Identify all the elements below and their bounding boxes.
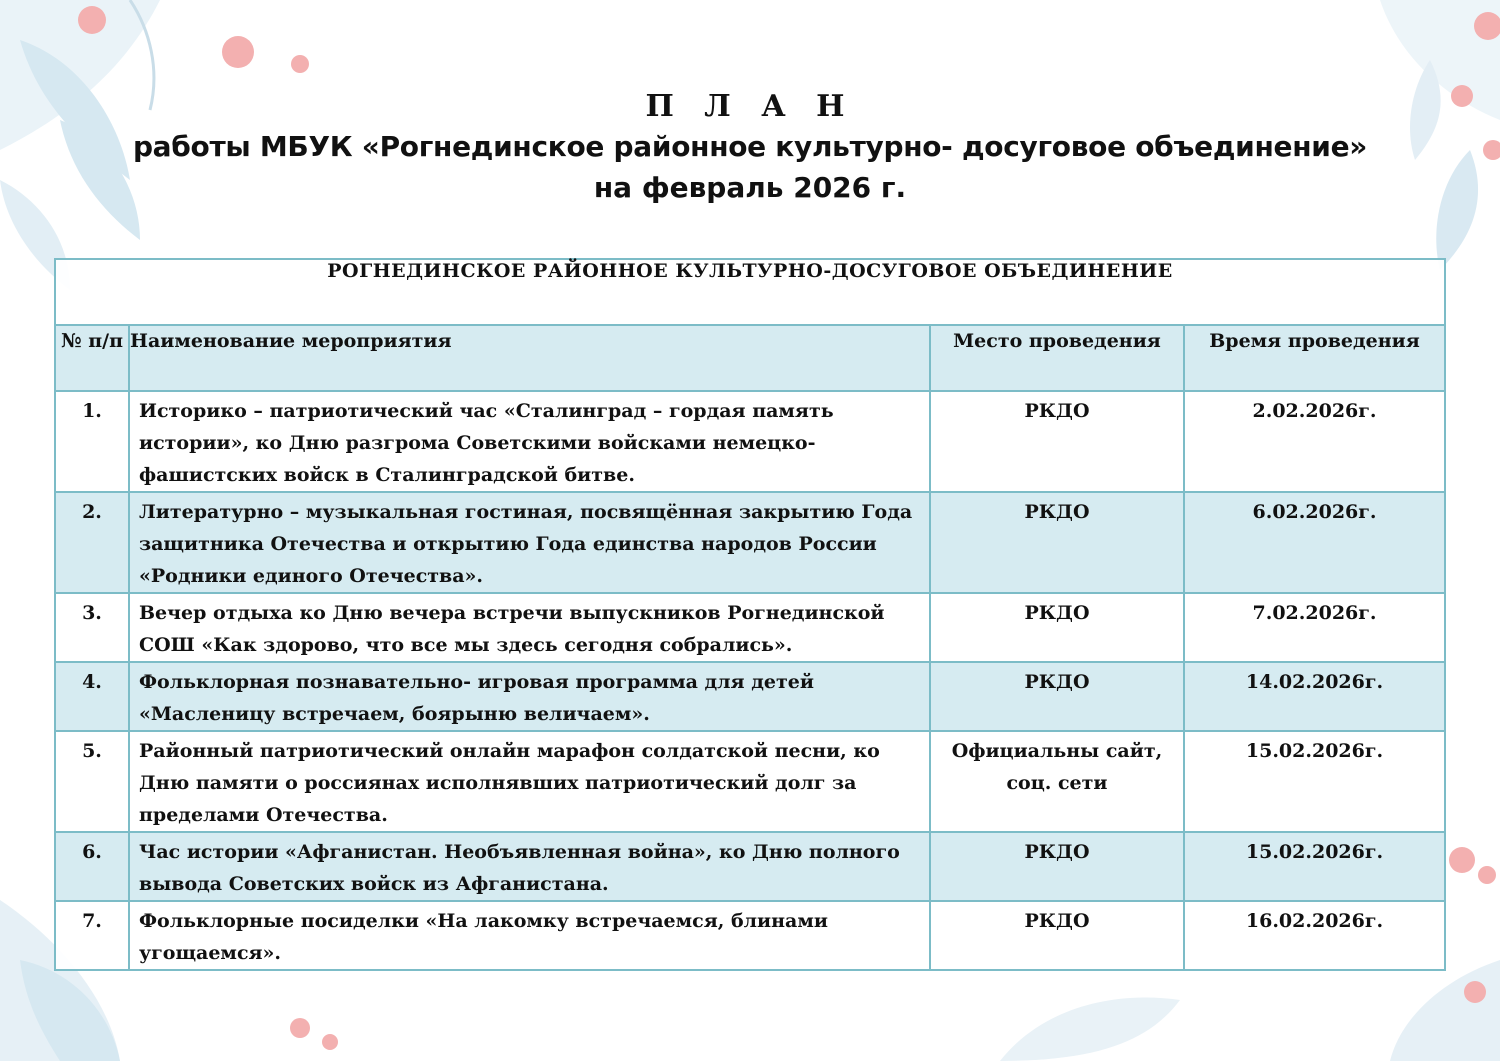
event-place: РКДО	[930, 662, 1184, 731]
events-table	[54, 258, 1446, 971]
berries-bottom-left	[290, 1018, 338, 1050]
event-date: 14.02.2026г.	[1184, 662, 1445, 731]
document-title-block	[0, 88, 1500, 208]
row-number: 1.	[55, 391, 129, 492]
table-row	[55, 593, 1445, 662]
table-row	[55, 492, 1445, 593]
column-header-num: № п/п	[55, 325, 129, 391]
event-place: РКДО	[930, 492, 1184, 593]
event-date: 16.02.2026г.	[1184, 901, 1445, 970]
column-header-time: Время проведения	[1184, 325, 1445, 391]
event-date: 2.02.2026г.	[1184, 391, 1445, 492]
event-place: РКДО	[930, 832, 1184, 901]
event-place: РКДО	[930, 391, 1184, 492]
column-header-row	[55, 325, 1445, 391]
table-row	[55, 391, 1445, 492]
column-header-name: Наименование мероприятия	[129, 325, 930, 391]
document-period: на февраль 2026 г.	[593, 171, 907, 204]
document-subtitle: работы МБУК «Рогнединское районное культурно- досуговое объединение»	[132, 130, 1368, 163]
event-name: Районный патриотический онлайн марафон солдатской песни, ко Дню памяти о россиянах исполнявших патриотический долг за пределами Отечества.	[129, 731, 930, 832]
organization-header-row	[55, 259, 1445, 325]
event-name: Литературно – музыкальная гостиная, посвящённая закрытию Года защитника Отечества и открытию Года единства народов России «Родники единого Отечества».	[129, 492, 930, 593]
table-row	[55, 731, 1445, 832]
row-number: 5.	[55, 731, 129, 832]
row-number: 3.	[55, 593, 129, 662]
event-place: РКДО	[930, 593, 1184, 662]
row-number: 6.	[55, 832, 129, 901]
organization-name: РОГНЕДИНСКОЕ РАЙОННОЕ КУЛЬТУРНО-ДОСУГОВОЕ ОБЪЕДИНЕНИЕ	[55, 259, 1445, 325]
leaf-branch-bottom-right	[1000, 960, 1500, 1061]
event-place: Официальны сайт, соц. сети	[930, 731, 1184, 832]
event-name: Фольклорные посиделки «На лакомку встречаемся, блинами угощаемся».	[129, 901, 930, 970]
table-row	[55, 832, 1445, 901]
event-name: Историко – патриотический час «Сталинград – гордая память истории», ко Дню разгрома Советскими войсками немецко-фашистских войск в Сталинградской битве.	[129, 391, 930, 492]
event-place: РКДО	[930, 901, 1184, 970]
event-date: 15.02.2026г.	[1184, 731, 1445, 832]
event-name: Фольклорная познавательно- игровая программа для детей «Масленицу встречаем, боярыню величаем».	[129, 662, 930, 731]
event-name: Час истории «Афганистан. Необъявленная война», ко Дню полного вывода Советских войск из Афганистана.	[129, 832, 930, 901]
event-name: Вечер отдыха ко Дню вечера встречи выпускников Рогнединской СОШ «Как здорово, что все мы здесь сегодня собрались».	[129, 593, 930, 662]
table-row	[55, 901, 1445, 970]
document-title: П Л А Н	[645, 89, 855, 124]
event-date: 6.02.2026г.	[1184, 492, 1445, 593]
event-date: 15.02.2026г.	[1184, 832, 1445, 901]
column-header-place: Место проведения	[930, 325, 1184, 391]
row-number: 2.	[55, 492, 129, 593]
row-number: 4.	[55, 662, 129, 731]
row-number: 7.	[55, 901, 129, 970]
table-row	[55, 662, 1445, 731]
event-date: 7.02.2026г.	[1184, 593, 1445, 662]
